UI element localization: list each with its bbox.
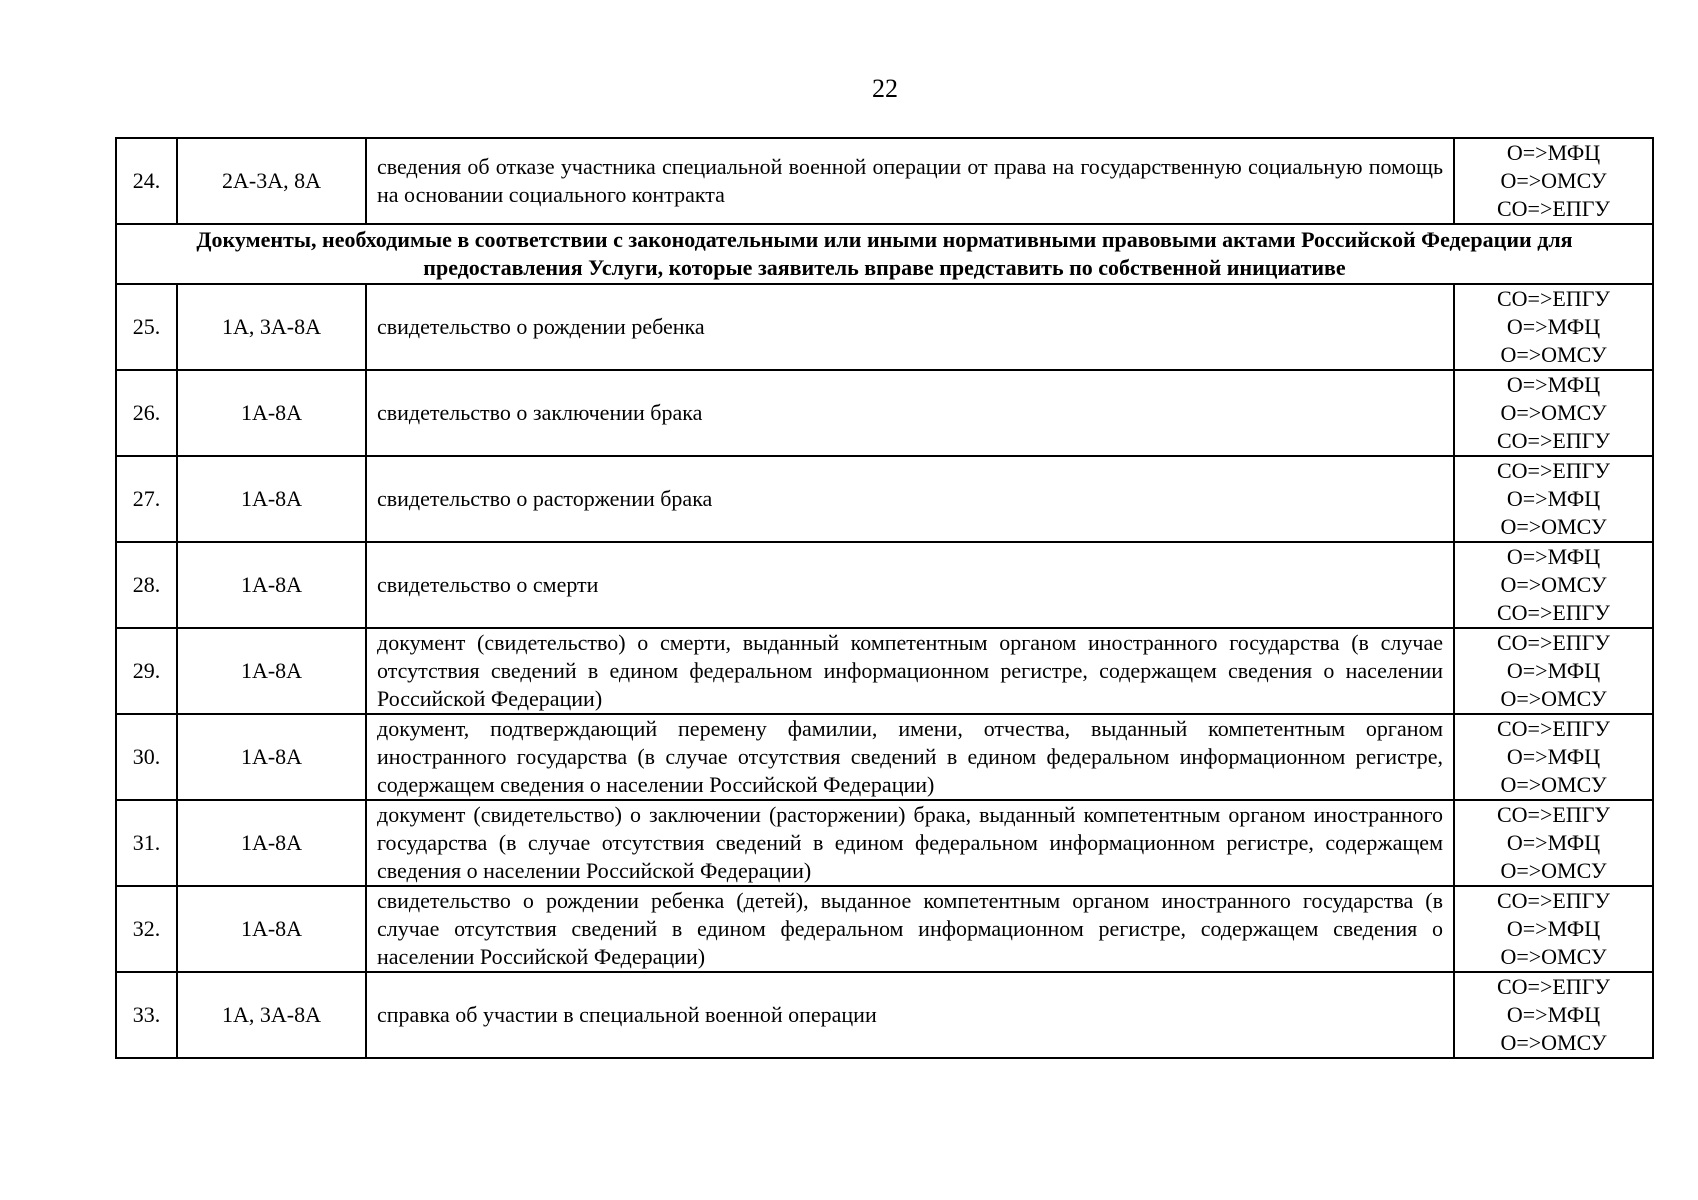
submission-route: СО=>ЕПГУ bbox=[1497, 600, 1610, 625]
row-number: 29. bbox=[116, 628, 177, 714]
submission-routes bbox=[1454, 284, 1653, 370]
section-header-row bbox=[116, 224, 1653, 284]
submission-routes bbox=[1454, 628, 1653, 714]
row-number: 26. bbox=[116, 370, 177, 456]
row-number: 25. bbox=[116, 284, 177, 370]
submission-route: О=>ОМСУ bbox=[1500, 400, 1607, 425]
submission-route: О=>МФЦ bbox=[1506, 830, 1601, 855]
applicant-categories: 1А-8А bbox=[177, 714, 366, 800]
submission-route: СО=>ЕПГУ bbox=[1497, 974, 1610, 999]
table-row bbox=[116, 628, 1653, 714]
applicant-categories: 1А-8А bbox=[177, 370, 366, 456]
submission-route: О=>МФЦ bbox=[1506, 744, 1601, 769]
documents-table bbox=[115, 137, 1654, 1059]
document-description: сведения об отказе участника специальной военной операции от права на государственную социальную помощь на основании социального контракта bbox=[366, 138, 1454, 224]
submission-route: О=>МФЦ bbox=[1506, 658, 1601, 683]
page-number: 22 bbox=[872, 74, 898, 103]
row-number: 30. bbox=[116, 714, 177, 800]
submission-route: О=>ОМСУ bbox=[1500, 1030, 1607, 1055]
table-row bbox=[116, 370, 1653, 456]
document-description: свидетельство о смерти bbox=[366, 542, 1454, 628]
table-row bbox=[116, 886, 1653, 972]
submission-routes bbox=[1454, 972, 1653, 1058]
row-number: 32. bbox=[116, 886, 177, 972]
submission-route: О=>ОМСУ bbox=[1500, 686, 1607, 711]
submission-route: О=>ОМСУ bbox=[1500, 168, 1607, 193]
row-number: 27. bbox=[116, 456, 177, 542]
submission-route: СО=>ЕПГУ bbox=[1497, 428, 1610, 453]
document-description: свидетельство о расторжении брака bbox=[366, 456, 1454, 542]
applicant-categories: 1А, 3А-8А bbox=[177, 284, 366, 370]
table-row bbox=[116, 138, 1653, 224]
submission-route: О=>ОМСУ bbox=[1500, 944, 1607, 969]
submission-route: О=>ОМСУ bbox=[1500, 772, 1607, 797]
submission-route: О=>МФЦ bbox=[1506, 486, 1601, 511]
document-description: справка об участии в специальной военной операции bbox=[366, 972, 1454, 1058]
document-description: свидетельство о рождении ребенка (детей), выданное компетентным органом иностранного государства (в случае отсутствия сведений в едином федеральном информационном регистре, содержащем сведения о населении Российской Федерации) bbox=[366, 886, 1454, 972]
document-description: свидетельство о заключении брака bbox=[366, 370, 1454, 456]
applicant-categories: 2А-3А, 8А bbox=[177, 138, 366, 224]
submission-route: СО=>ЕПГУ bbox=[1497, 802, 1610, 827]
submission-routes bbox=[1454, 800, 1653, 886]
document-description: документ (свидетельство) о смерти, выданный компетентным органом иностранного государства (в случае отсутствия сведений в едином федеральном информационном регистре, содержащем сведения о населении Российской Федерации) bbox=[366, 628, 1454, 714]
submission-route: О=>МФЦ bbox=[1506, 1002, 1601, 1027]
table-row bbox=[116, 284, 1653, 370]
section-header: Документы, необходимые в соответствии с законодательными или иными нормативными правовыми актами Российской Федерации для предоставления Услуги, которые заявитель вправе представить по собственной инициативе bbox=[116, 224, 1653, 284]
table-row bbox=[116, 972, 1653, 1058]
document-description: документ (свидетельство) о заключении (расторжении) брака, выданный компетентным органом иностранного государства (в случае отсутствия сведений в едином федеральном информационном регистре, содержащем сведения о населении Российской Федерации) bbox=[366, 800, 1454, 886]
submission-routes bbox=[1454, 138, 1653, 224]
row-number: 31. bbox=[116, 800, 177, 886]
submission-route: СО=>ЕПГУ bbox=[1497, 888, 1610, 913]
table-row bbox=[116, 714, 1653, 800]
submission-route: СО=>ЕПГУ bbox=[1497, 458, 1610, 483]
submission-route: СО=>ЕПГУ bbox=[1497, 196, 1610, 221]
applicant-categories: 1А-8А bbox=[177, 456, 366, 542]
row-number: 28. bbox=[116, 542, 177, 628]
submission-route: О=>ОМСУ bbox=[1500, 858, 1607, 883]
submission-routes bbox=[1454, 886, 1653, 972]
submission-routes bbox=[1454, 542, 1653, 628]
submission-route: О=>МФЦ bbox=[1506, 916, 1601, 941]
submission-route: О=>ОМСУ bbox=[1500, 342, 1607, 367]
row-number: 24. bbox=[116, 138, 177, 224]
submission-route: О=>МФЦ bbox=[1506, 140, 1601, 165]
table-row bbox=[116, 542, 1653, 628]
applicant-categories: 1А-8А bbox=[177, 628, 366, 714]
submission-route: СО=>ЕПГУ bbox=[1497, 630, 1610, 655]
submission-route: О=>МФЦ bbox=[1506, 314, 1601, 339]
submission-route: О=>МФЦ bbox=[1506, 544, 1601, 569]
table-row bbox=[116, 800, 1653, 886]
submission-routes bbox=[1454, 456, 1653, 542]
submission-route: СО=>ЕПГУ bbox=[1497, 716, 1610, 741]
submission-route: О=>ОМСУ bbox=[1500, 514, 1607, 539]
applicant-categories: 1А, 3А-8А bbox=[177, 972, 366, 1058]
submission-route: СО=>ЕПГУ bbox=[1497, 286, 1610, 311]
table-row bbox=[116, 456, 1653, 542]
applicant-categories: 1А-8А bbox=[177, 542, 366, 628]
submission-route: О=>ОМСУ bbox=[1500, 572, 1607, 597]
row-number: 33. bbox=[116, 972, 177, 1058]
documents-table-body bbox=[116, 138, 1653, 1058]
document-description: документ, подтверждающий перемену фамилии, имени, отчества, выданный компетентным органом иностранного государства (в случае отсутствия сведений в едином федеральном информационном регистре, содержащем сведения о населении Российской Федерации) bbox=[366, 714, 1454, 800]
applicant-categories: 1А-8А bbox=[177, 800, 366, 886]
submission-route: О=>МФЦ bbox=[1506, 372, 1601, 397]
submission-routes bbox=[1454, 714, 1653, 800]
applicant-categories: 1А-8А bbox=[177, 886, 366, 972]
document-description: свидетельство о рождении ребенка bbox=[366, 284, 1454, 370]
submission-routes bbox=[1454, 370, 1653, 456]
